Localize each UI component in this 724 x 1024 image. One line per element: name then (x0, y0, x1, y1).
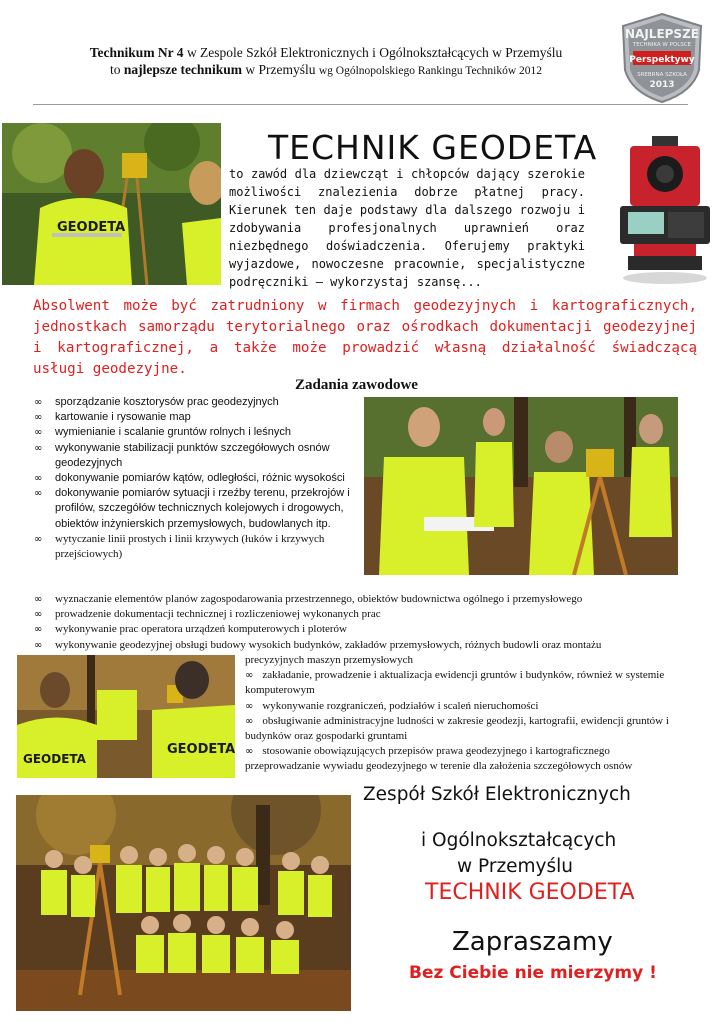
list-item (245, 653, 685, 668)
list-item-text: wykonywanie geodezyjnej obsługi budowy wysokich budynków, zakładów przemysłowych, różnych budowli oraz montażu (55, 638, 602, 651)
infinity-bullet-icon: ∞ (34, 594, 43, 605)
list-item-text: sporządzanie kosztorysów prac geodezyjnych (55, 396, 279, 408)
list-item (34, 410, 359, 425)
tasks-list-c (245, 653, 685, 775)
tasks-list-a (34, 395, 359, 562)
list-item (34, 532, 359, 562)
header-line-2-b: w Przemyślu (241, 62, 319, 77)
list-item-text: zakładanie, prowadzenie i aktualizacja ewidencji gruntów i budynków, również w systemie komputerowym (245, 669, 665, 697)
invitation-text: Zapraszamy (452, 927, 613, 957)
list-item-text: stosowanie obowiązujących przepisów prawa geodezyjnego i kartograficznego przeprowadzanie wywiadu geodezyjnego w terenie dla założenia szczegółowych osnów (245, 745, 633, 773)
infinity-bullet-icon: ∞ (34, 442, 43, 454)
list-item (34, 592, 704, 607)
school-name-line-1: Zespół Szkół Elektronicznych (363, 784, 631, 805)
list-item-text: kartowanie i rysowanie map (55, 411, 191, 424)
tasks-list-b (34, 592, 704, 653)
vest-label: GEODETA (23, 752, 86, 766)
intro-paragraph: to zawód dla dziewcząt i chłopców dający szerokie możliwości znalezienia dobrze płatnej pracy. Kierunek ten daje podstawy dla dalszego rozwoju i zdobywania profesjonalnych uprawnień oraz niezbędnego doświadczenia. Oferujemy praktyki wyjazdowe, nowoczesne pracownie, specjalistyczne podręczniki – wykorzystaj szansę... (229, 167, 585, 289)
list-item (34, 441, 359, 471)
badge-sub-text: TECHNIKA W POLSCE (632, 42, 692, 48)
infinity-bullet-icon: ∞ (34, 533, 43, 545)
infinity-bullet-icon: ∞ (34, 427, 43, 439)
list-item (245, 744, 685, 774)
header-line-2-a: to (109, 62, 124, 77)
tasks-heading: Zadania zawodowe (295, 377, 418, 393)
list-item (245, 668, 685, 698)
list-item (34, 622, 704, 637)
infinity-bullet-icon: ∞ (34, 624, 43, 636)
program-name: TECHNIK GEODETA (425, 880, 635, 905)
badge-brand-text: Perspektywy (629, 55, 695, 65)
list-item-text: precyzyjnych maszyn przemysłowych (245, 654, 413, 666)
list-item-text: obsługiwanie administracyjne ludności w zakresie geodezji, kartografii, ewidencji gruntów i budynków oraz gospodarki gruntami (245, 714, 669, 743)
list-item (34, 638, 704, 653)
header-line-2 (26, 61, 626, 80)
school-name-bold: Technikum Nr 4 (89, 45, 184, 60)
infinity-bullet-icon: ∞ (34, 473, 43, 485)
infinity-bullet-icon: ∞ (245, 700, 254, 712)
graduate-paragraph: Absolwent może być zatrudniony w firmach geodezyjnych i kartograficznych, jednostkach samorządu terytorialnego oraz ośrodkach dokumentacji geodezyjnej i kartograficznej, a także może prowadzić własną działalność świadczącą usługi geodezyjne. (33, 298, 697, 377)
ranking-badge (619, 12, 705, 104)
infinity-bullet-icon: ∞ (34, 412, 43, 424)
list-item (34, 395, 359, 410)
header-line-2-small: wg Ogólnopolskiego Rankingu Techników 2012 (318, 65, 543, 77)
infinity-bullet-icon: ∞ (34, 488, 43, 500)
list-item-text: prowadzenie dokumentacji technicznej i rozliczeniowej wykonanych prac (55, 608, 381, 621)
photo-students-surveying (2, 123, 221, 285)
list-item-text: wyznaczanie elementów planów zagospodarowania przestrzennego, obiektów budownictwa ogólnego i przemysłowego (55, 593, 583, 605)
slogan-text: Bez Ciebie nie mierzymy ! (409, 963, 657, 983)
list-item-text: wykonywanie stabilizacji punktów szczegółowych osnów geodezyjnych (55, 441, 330, 469)
list-item (34, 607, 704, 622)
list-item-text: wykonywanie prac operatora urządzeń komputerowych i ploterów (55, 623, 347, 636)
infinity-bullet-icon: ∞ (34, 397, 43, 408)
infinity-bullet-icon: ∞ (245, 746, 254, 758)
list-item-text: wykonywanie rozgraniczeń, podziałów i scaleń nieruchomości (262, 699, 539, 712)
header-line-2-bold: najlepsze technikum (123, 62, 242, 77)
list-item-text: wymienianie i scalanie gruntów rolnych i leśnych (55, 426, 292, 439)
page-title: TECHNIK GEODETA (268, 128, 598, 167)
list-item (34, 486, 359, 532)
infinity-bullet-icon: ∞ (245, 670, 254, 682)
badge-bottom-text: SREBRNA SZKOŁA (637, 72, 687, 78)
photo-geodeta-students (17, 655, 235, 778)
vest-label: GEODETA (57, 220, 126, 235)
vest-label: GEODETA (167, 742, 235, 757)
list-item (34, 471, 359, 486)
header-line-1-rest: w Zespole Szkół Elektronicznych i Ogólnokształcących w Przemyślu (183, 45, 563, 60)
photo-class-group (16, 795, 351, 1011)
list-item-text: dokonywanie pomiarów kątów, odległości, różnic wysokości (55, 472, 345, 485)
infinity-bullet-icon: ∞ (245, 715, 254, 727)
infinity-bullet-icon: ∞ (34, 609, 43, 621)
header-divider (33, 104, 688, 105)
list-item (245, 699, 685, 714)
photo-total-station (606, 134, 718, 286)
badge-top-text: NAJLEPSZE (625, 27, 699, 41)
list-item (245, 714, 685, 744)
badge-year-text: 2013 (649, 80, 675, 90)
list-item-text: wytyczanie linii prostych i linii krzywych (łuków i krzywych przejściowych) (55, 532, 325, 561)
header-line-1 (26, 44, 626, 61)
school-name-line-2: i Ogólnokształcących (421, 830, 617, 851)
infinity-bullet-icon: ∞ (34, 639, 43, 651)
list-item-text: dokonywanie pomiarów sytuacji i rzeźby terenu, przekrojów i profilów, szczegółów technicznych kolejowych i drogowych, obiektów inżynierskich przemysłowych, budowlanych itp. (55, 487, 350, 530)
school-name-line-3: w Przemyślu (457, 856, 574, 877)
list-item (34, 425, 359, 440)
photo-field-practice (364, 397, 678, 575)
